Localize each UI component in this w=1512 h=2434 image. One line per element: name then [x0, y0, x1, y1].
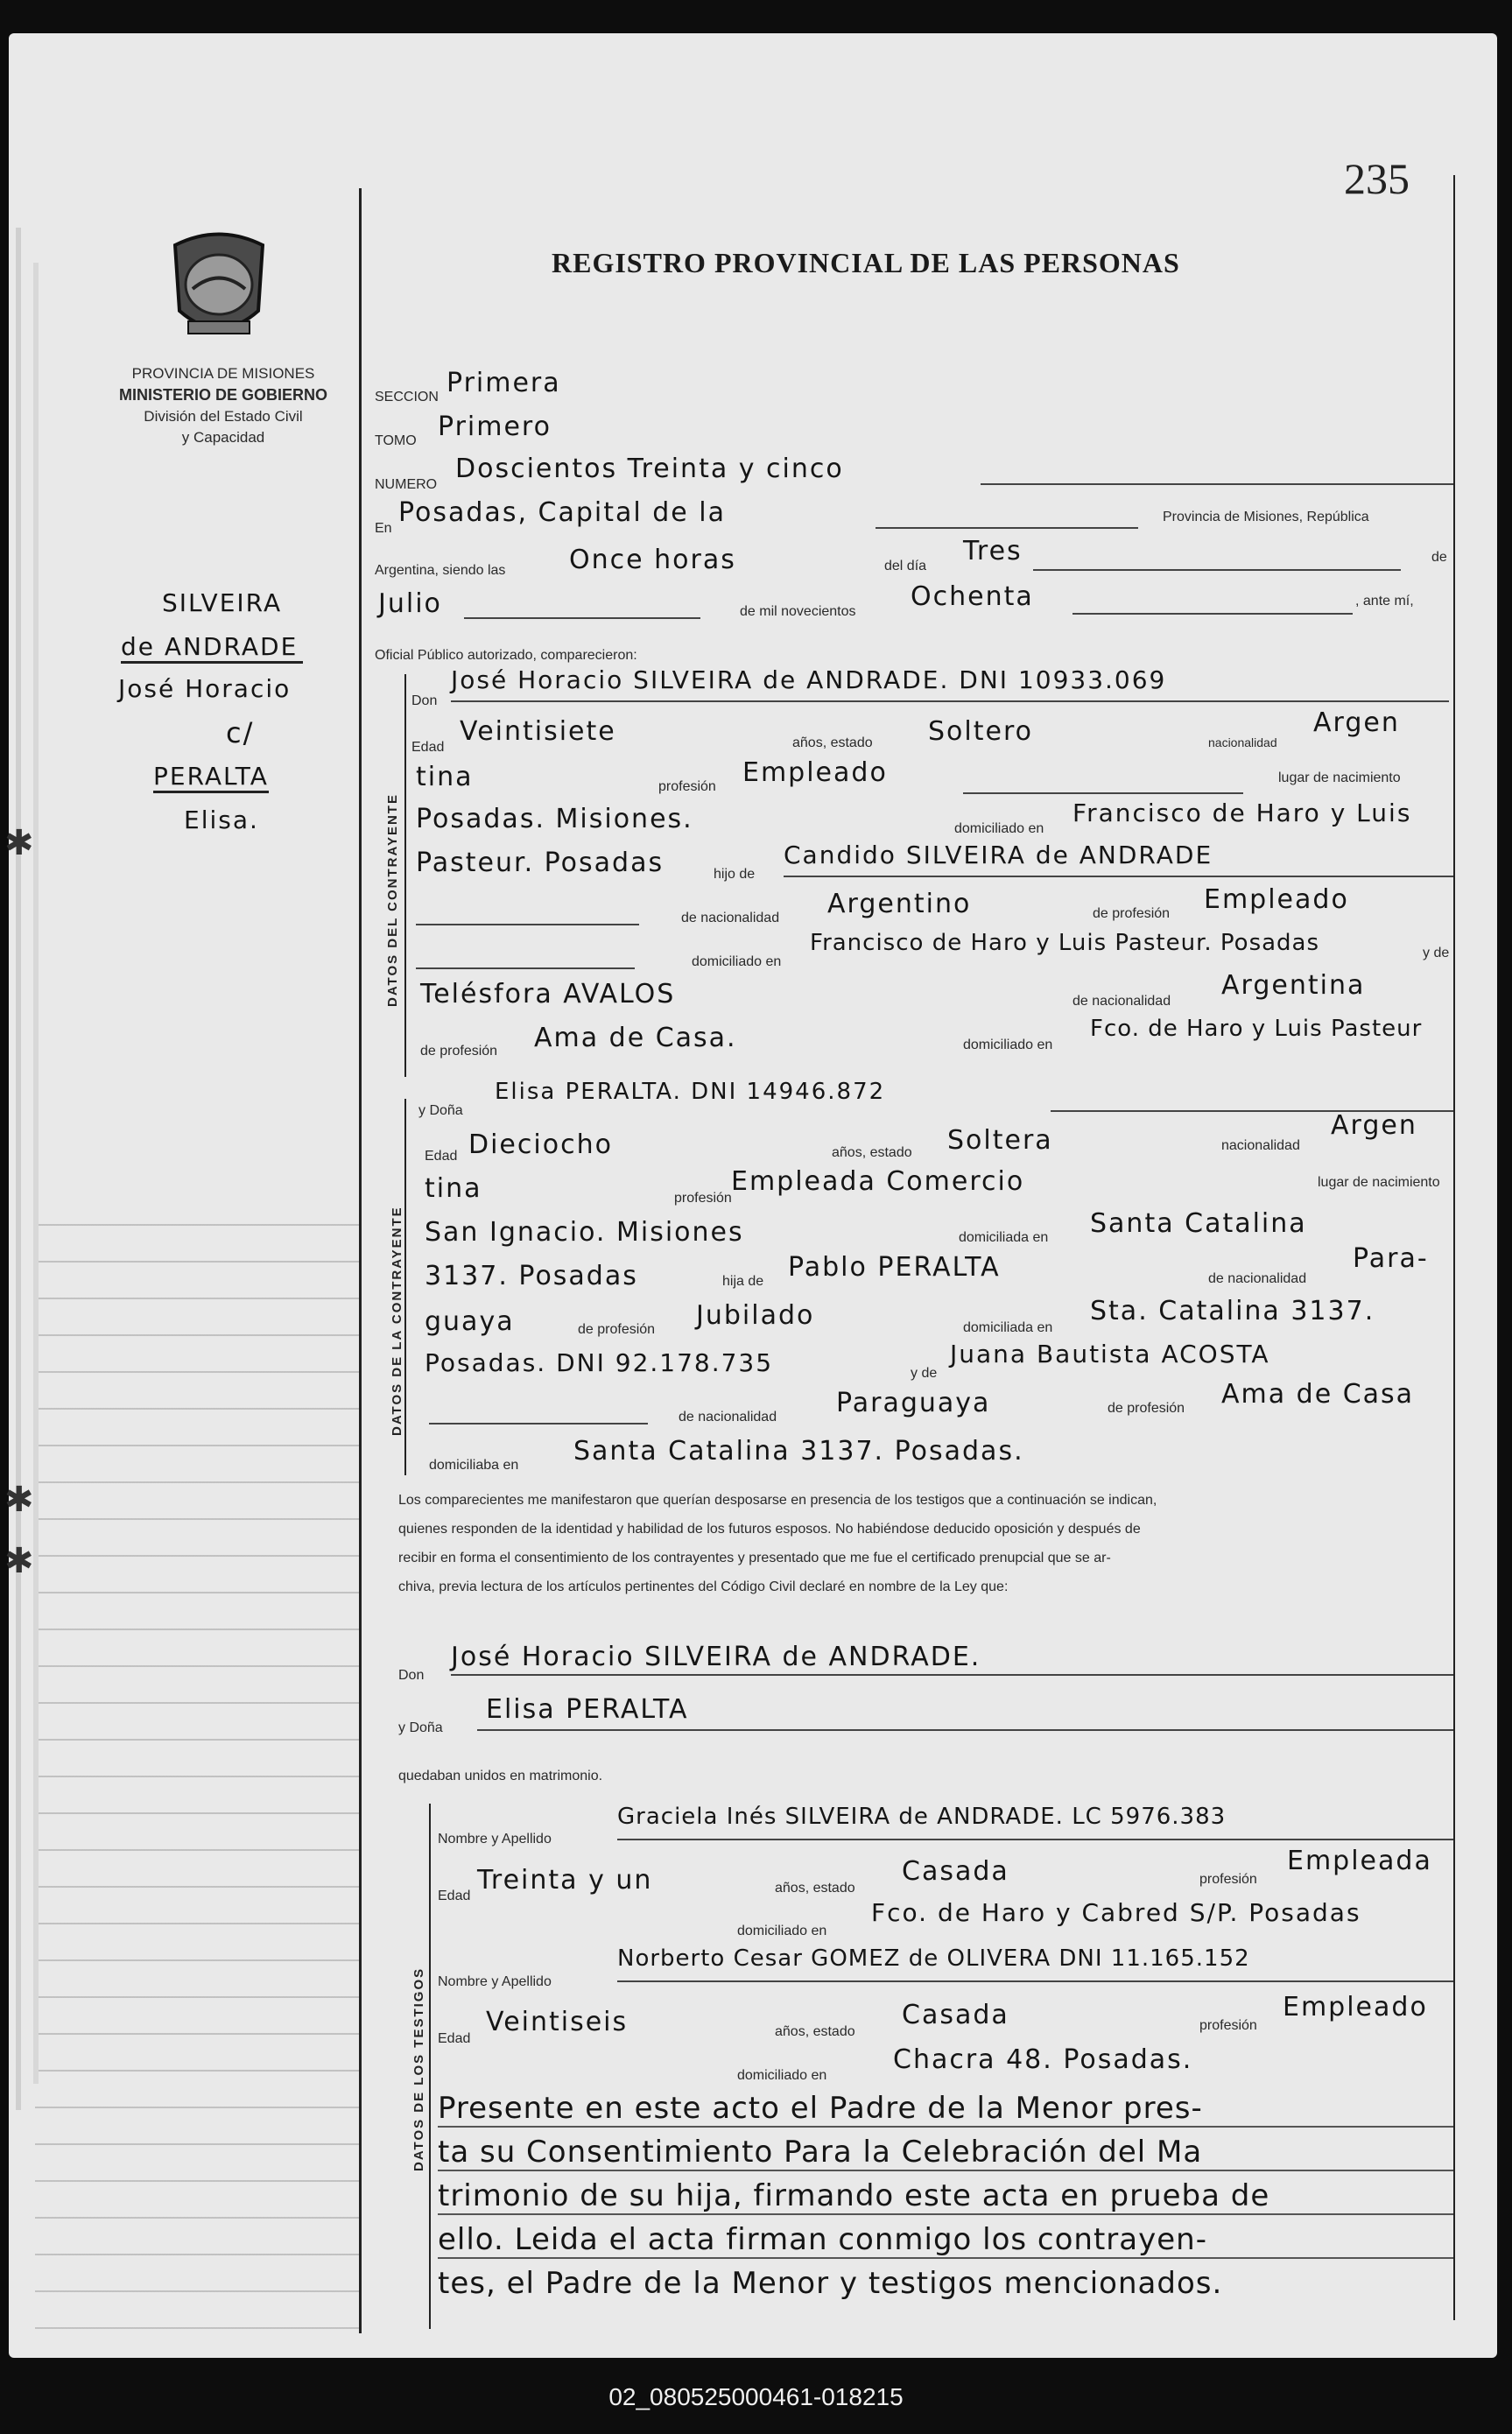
estado-value-2: Soltera: [947, 1125, 1053, 1156]
del-dia-label: del día: [884, 559, 927, 573]
padre-nac-value: Argentino: [827, 889, 972, 919]
padre-prof-label: de profesión: [1093, 906, 1171, 921]
page-number: 235: [1344, 154, 1410, 203]
mes-value: Julio: [378, 588, 442, 619]
decl-dona-value: Elisa PERALTA: [486, 1694, 689, 1725]
nacionalidad-value: Argen: [1313, 707, 1400, 738]
profesion-label: profesión: [658, 779, 716, 794]
t2-label: Nombre y Apellido: [438, 1974, 552, 1989]
declaracion-line-1: Los comparecientes me manifestaron que querían desposarse en presencia de los testigos que a continuación se indican,: [398, 1493, 1157, 1508]
nota-line-1: Presente en este acto el Padre de la Menor pres-: [438, 2091, 1453, 2128]
domiciliada-label: domiciliada en: [959, 1230, 1049, 1245]
blank-fill-line: [416, 924, 639, 925]
don-fill-line: [451, 700, 1449, 702]
madre-dom-label: domiciliado en: [963, 1038, 1053, 1052]
padre-dom-value-2: Sta. Catalina 3137.: [1090, 1296, 1375, 1326]
padre-nac-value-2-cont: guaya: [425, 1306, 515, 1337]
declaracion-line-3: recibir en forma el consentimiento de los contrayentes y presentado que me fue el certificado prenupcial que se ar-: [398, 1551, 1111, 1565]
madre-nac-label: de nacionalidad: [1072, 994, 1171, 1009]
padre-nac-label: de nacionalidad: [681, 911, 780, 925]
mes-fill-line: [464, 617, 700, 619]
madre-dom-value: Fco. de Haro y Luis Pasteur: [1090, 1016, 1423, 1042]
decl-dona-label: y Doña: [398, 1720, 443, 1735]
dona-label: y Doña: [418, 1103, 463, 1118]
padre-fill-line: [784, 876, 1453, 877]
binding-knot-icon: ✱: [4, 1481, 34, 1519]
binding-thread: [16, 228, 21, 2110]
madre-prof-value: Ama de Casa.: [534, 1023, 737, 1053]
madre-dom-label-2: domiciliaba en: [429, 1458, 519, 1473]
main-vertical-rule: [359, 188, 362, 2333]
madre-prof-label: de profesión: [420, 1044, 498, 1059]
profesion-fill-line: [963, 792, 1243, 794]
margin-surname: SILVEIRA: [162, 588, 283, 617]
t2-edad-value: Veintiseis: [486, 2007, 629, 2037]
ministry-line-4: y Capacidad: [181, 429, 265, 446]
dona-value: Elisa PERALTA. DNI 14946.872: [495, 1079, 886, 1105]
madre-nac-value-2: Paraguaya: [836, 1388, 991, 1418]
domicilio-value: Francisco de Haro y Luis: [1072, 798, 1412, 827]
testigos-rule: [429, 1804, 431, 2329]
t2-prof-value: Empleado: [1283, 1992, 1428, 2022]
madre-nac-value: Argentina: [1221, 970, 1366, 1001]
nacionalidad-label-2: nacionalidad: [1221, 1138, 1300, 1153]
domicilio-value-2-cont: 3137. Posadas: [425, 1261, 638, 1291]
numero-fill-line: [981, 483, 1453, 485]
en-value: Posadas, Capital de la: [398, 497, 726, 528]
padre-prof-value: Empleado: [1204, 884, 1349, 915]
don-label: Don: [411, 693, 438, 708]
binding-knot-icon: ✱: [4, 1542, 34, 1580]
t2-value: Norberto Cesar GOMEZ de OLIVERA DNI 11.165.152: [617, 1945, 1250, 1972]
lugar-label-2: lugar de nacimiento: [1318, 1175, 1440, 1190]
decl-don-label: Don: [398, 1668, 425, 1683]
domicilio-value-cont: Pasteur. Posadas: [416, 848, 665, 878]
y-de-label-2: y de: [911, 1366, 938, 1381]
anios-estado-label: años, estado: [792, 735, 873, 750]
lugar-value-2: San Ignacio. Misiones: [425, 1217, 744, 1248]
t1-edad-value: Treinta y un: [477, 1865, 653, 1896]
t1-estado-value: Casada: [902, 1856, 1009, 1887]
nacionalidad-label: nacionalidad: [1208, 735, 1277, 749]
profesion-label-2: profesión: [674, 1191, 732, 1206]
registry-title: REGISTRO PROVINCIAL DE LAS PERSONAS: [552, 247, 1180, 278]
oficial-text: Oficial Público autorizado, comparecieron:: [375, 648, 637, 663]
nota-line-3: trimonio de su hija, firmando este acta en prueba de: [438, 2178, 1453, 2215]
margin-surname-2: de ANDRADE: [121, 632, 303, 664]
t1-prof-label: profesión: [1199, 1872, 1257, 1887]
argentina-text: Argentina, siendo las: [375, 563, 506, 578]
declaracion-line-2: quienes responden de la identidad y habilidad de los futuros esposos. No habiéndose deducido oposición y después de: [398, 1522, 1141, 1537]
provincial-crest-icon: [166, 223, 271, 346]
padre-dom-value-2-cont: Posadas. DNI 92.178.735: [425, 1348, 774, 1377]
binding-thread: [33, 263, 39, 2084]
declaracion-line-4: chiva, previa lectura de los artículos pertinentes del Código Civil declaré en nombre de la Ley que:: [398, 1579, 1009, 1594]
seccion-label: SECCION: [375, 390, 439, 404]
ministry-block: [83, 363, 363, 448]
t2-fill-line: [617, 1980, 1453, 1982]
dia-value: Tres: [963, 536, 1023, 566]
numero-label: NUMERO: [375, 477, 438, 492]
padre-prof-label-2: de profesión: [578, 1322, 656, 1337]
don-value: José Horacio SILVEIRA de ANDRADE. DNI 10933.069: [451, 665, 1167, 694]
t1-dom-label: domiciliado en: [737, 1924, 827, 1938]
ruled-margin: [35, 1189, 359, 2362]
seccion-value: Primera: [447, 368, 561, 398]
de-mil-label: de mil novecientos: [740, 604, 856, 619]
padre-value: Candido SILVEIRA de ANDRADE: [784, 841, 1213, 869]
domiciliado-label: domiciliado en: [954, 821, 1044, 836]
provincia-text: Provincia de Misiones, República: [1163, 510, 1369, 524]
padre-nac-label-2: de nacionalidad: [1208, 1271, 1307, 1286]
right-vertical-rule: [1453, 175, 1455, 2320]
nacionalidad-value-2-cont: tina: [425, 1173, 482, 1204]
padre-dom-label: domiciliado en: [692, 954, 782, 969]
decl-dona-fill-line: [477, 1729, 1453, 1731]
hijo-label: hijo de: [714, 867, 756, 882]
t1-anios-estado: años, estado: [775, 1881, 855, 1896]
madre-value: Telésfora AVALOS: [420, 979, 676, 1009]
t2-dom-label: domiciliado en: [737, 2068, 827, 2083]
blank-fill-line-2: [416, 967, 635, 969]
nota-line-2: ta su Consentimiento Para la Celebración del Ma: [438, 2135, 1453, 2171]
tomo-value: Primero: [438, 412, 552, 442]
domicilio-value-2: Santa Catalina: [1090, 1208, 1307, 1239]
t1-dom-value: Fco. de Haro y Cabred S/P. Posadas: [871, 1898, 1361, 1927]
edad-label-2: Edad: [425, 1149, 458, 1164]
padre-value-2: Pablo PERALTA: [788, 1252, 1001, 1283]
quedaban-text: quedaban unidos en matrimonio.: [398, 1769, 603, 1783]
madre-dom-value-2: Santa Catalina 3137. Posadas.: [573, 1436, 1024, 1467]
madre-prof-label-2: de profesión: [1108, 1401, 1185, 1416]
nacionalidad-value-2: Argen: [1331, 1110, 1417, 1141]
contrayente-side-label: DATOS DEL CONTRAYENTE: [385, 793, 400, 1007]
anio-fill-line: [1072, 613, 1353, 615]
margin-given-name-2: Elisa.: [184, 805, 259, 834]
edad-value-2: Dieciocho: [468, 1129, 613, 1160]
ministry-line-2: MINISTERIO DE GOBIERNO: [118, 386, 328, 404]
padre-dom-value: Francisco de Haro y Luis Pasteur. Posadas: [810, 930, 1320, 956]
edad-label: Edad: [411, 740, 445, 755]
binding-knot-icon: ✱: [4, 824, 34, 862]
padre-nac-value-2: Para-: [1353, 1243, 1429, 1274]
t1-prof-value: Empleada: [1287, 1846, 1432, 1876]
contrayenta-side-label: DATOS DE LA CONTRAYENTE: [390, 1206, 404, 1436]
hija-label: hija de: [722, 1274, 764, 1289]
en-label: En: [375, 521, 392, 536]
lugar-label: lugar de nacimiento: [1278, 770, 1401, 785]
blank-fill-line-3: [429, 1423, 648, 1425]
anios-estado-label-2: años, estado: [832, 1145, 912, 1160]
scan-file-id: 02_080525000461-018215: [608, 2383, 904, 2410]
horas-value: Once horas: [569, 545, 736, 575]
decl-don-fill-line: [451, 1674, 1453, 1676]
estado-value: Soltero: [928, 716, 1033, 747]
contrayente-rule: [404, 674, 406, 1077]
t1-value: Graciela Inés SILVEIRA de ANDRADE. LC 5976.383: [617, 1804, 1227, 1830]
padre-dom-label-2: domiciliada en: [963, 1320, 1053, 1335]
edad-value: Veintisiete: [460, 716, 616, 747]
margin-connector: c/: [226, 716, 255, 749]
profesion-value-2: Empleada Comercio: [731, 1166, 1025, 1197]
madre-value-2: Juana Bautista ACOSTA: [950, 1340, 1270, 1368]
y-de-label: y de: [1423, 946, 1450, 960]
anio-value: Ochenta: [911, 581, 1034, 612]
dia-fill-line: [1033, 569, 1401, 571]
t1-edad-label: Edad: [438, 1889, 471, 1903]
t1-label: Nombre y Apellido: [438, 1832, 552, 1847]
t2-dom-value: Chacra 48. Posadas.: [893, 2044, 1193, 2075]
tomo-label: TOMO: [375, 433, 417, 448]
madre-prof-value-2: Ama de Casa: [1221, 1379, 1415, 1410]
en-fill-line: [876, 527, 1138, 529]
margin-given-name: José Horacio: [118, 674, 292, 703]
t1-fill-line: [617, 1839, 1453, 1840]
lugar-value: Posadas. Misiones.: [416, 804, 693, 834]
profesion-value: Empleado: [742, 757, 888, 788]
t2-prof-label: profesión: [1199, 2018, 1257, 2033]
t2-estado-value: Casada: [902, 2000, 1009, 2030]
ministry-line-1: PROVINCIA DE MISIONES: [131, 365, 315, 382]
nota-line-4: ello. Leida el acta firman conmigo los contrayen-: [438, 2222, 1453, 2259]
nota-line-5: tes, el Padre de la Menor y testigos mencionados.: [438, 2266, 1223, 2301]
t2-edad-label: Edad: [438, 2031, 471, 2046]
numero-value: Doscientos Treinta y cinco: [455, 454, 844, 484]
padre-prof-value-2: Jubilado: [696, 1300, 815, 1331]
ministry-line-3: División del Estado Civil: [144, 408, 303, 425]
decl-don-value: José Horacio SILVEIRA de ANDRADE.: [451, 1642, 981, 1672]
contrayenta-rule: [404, 1099, 406, 1475]
de-label: de: [1431, 550, 1447, 565]
ante-mi: , ante mí,: [1355, 594, 1414, 608]
margin-surname-3: PERALTA: [153, 762, 269, 793]
madre-nac-label-2: de nacionalidad: [679, 1410, 777, 1425]
t2-anios-estado: años, estado: [775, 2024, 855, 2039]
testigos-side-label: DATOS DE LOS TESTIGOS: [411, 1966, 426, 2171]
nacionalidad-value-cont: tina: [416, 762, 474, 792]
